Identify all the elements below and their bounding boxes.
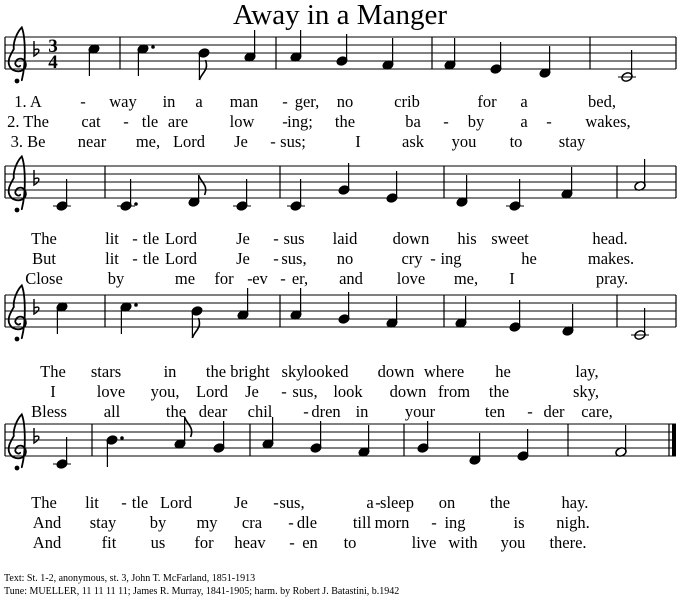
lyric-syllable: down xyxy=(377,362,415,381)
verse-line xyxy=(14,92,616,111)
note xyxy=(455,296,468,329)
lyric-syllable: sky xyxy=(281,362,305,381)
lyric-syllable: and xyxy=(339,269,363,288)
lyric-syllable: er, xyxy=(291,269,309,288)
lyric-syllable: 3. Be xyxy=(10,132,46,151)
lyric-hyphen: - xyxy=(132,229,138,248)
augmentation-dot xyxy=(151,45,155,49)
lyric-syllable: stay xyxy=(89,513,117,532)
lyric-hyphen: - xyxy=(123,112,129,131)
lyric-syllable: wakes, xyxy=(585,112,631,131)
note xyxy=(417,421,430,454)
note xyxy=(490,42,503,75)
lyric-hyphen: - xyxy=(375,493,381,512)
lyric-hyphen: - xyxy=(80,92,86,111)
note xyxy=(338,292,351,325)
note xyxy=(506,179,524,212)
note xyxy=(615,425,628,458)
lyric-syllable: looked xyxy=(303,362,349,381)
lyric-syllable: your xyxy=(404,402,436,421)
lyric-syllable: Lord xyxy=(195,382,229,401)
verse-line xyxy=(25,269,628,288)
eighth-flag xyxy=(192,318,199,338)
lyric-hyphen: - xyxy=(273,493,279,512)
lyric-syllable: me, xyxy=(453,269,479,288)
verse-line xyxy=(31,229,627,248)
note xyxy=(618,50,636,83)
lyric-syllable: dear xyxy=(198,402,228,421)
lyric-syllable: sweet xyxy=(491,229,529,248)
lyric-syllable: Lord xyxy=(159,493,193,512)
music-system xyxy=(5,285,676,421)
lyric-syllable: lit xyxy=(105,249,119,268)
note xyxy=(310,421,323,454)
treble-clef xyxy=(9,414,26,467)
note xyxy=(213,421,226,454)
lyric-syllable: near xyxy=(77,132,107,151)
music-system xyxy=(5,27,676,151)
lyric-syllable: is xyxy=(513,513,525,532)
lyric-syllable: you xyxy=(500,533,526,552)
note xyxy=(562,304,575,337)
lyric-syllable: stay xyxy=(558,132,586,151)
note xyxy=(191,305,204,338)
lyric-syllable: in xyxy=(163,362,177,381)
treble-clef xyxy=(9,27,26,80)
lyric-syllable: Bless xyxy=(31,402,67,421)
hymn-title: Away in a Manger xyxy=(233,0,447,31)
lyric-syllable: ev xyxy=(252,269,268,288)
note xyxy=(262,417,275,450)
lyric-syllable: Je xyxy=(234,132,248,151)
lyric-syllable: no xyxy=(336,249,354,268)
lyric-syllable: the xyxy=(205,362,227,381)
note xyxy=(509,300,522,333)
lyric-syllable: tle xyxy=(142,229,160,248)
lyric-syllable: are xyxy=(167,112,189,131)
treble-clef-tail xyxy=(15,466,20,471)
note xyxy=(137,43,155,76)
treble-clef-tail xyxy=(15,337,20,342)
eighth-flag xyxy=(199,175,206,195)
lyric-syllable: tle xyxy=(142,249,160,268)
lyric-syllable: from xyxy=(437,382,471,401)
lyric-hyphen: - xyxy=(121,493,127,512)
verse-line xyxy=(40,362,598,381)
lyric-syllable: cry xyxy=(401,249,423,268)
lyric-syllable: en xyxy=(302,533,318,552)
note xyxy=(198,47,211,80)
lyric-syllable: I xyxy=(50,382,56,401)
lyric-syllable: by xyxy=(149,513,167,532)
lyric-syllable: man xyxy=(229,92,259,111)
lyric-hyphen: - xyxy=(282,92,288,111)
lyric-syllable: crib xyxy=(394,92,420,111)
lyric-syllable: fit xyxy=(101,533,117,552)
note xyxy=(290,288,303,321)
note xyxy=(244,30,257,63)
lyric-hyphen: - xyxy=(527,402,533,421)
lyric-syllable: on xyxy=(438,493,456,512)
lyric-syllable: there. xyxy=(549,533,587,552)
lyric-syllable: lit xyxy=(105,229,119,248)
lyric-syllable: The xyxy=(40,362,66,381)
lyric-syllable: my xyxy=(196,513,218,532)
lyric-syllable: ger, xyxy=(294,92,320,111)
lyric-syllable: dren xyxy=(311,402,341,421)
lyric-syllable: lay, xyxy=(575,362,599,381)
lyric-syllable: me, xyxy=(135,132,161,151)
lyric-syllable: Je xyxy=(236,249,250,268)
lyric-hyphen: - xyxy=(281,382,287,401)
lyric-syllable: And xyxy=(32,533,62,552)
lyric-syllable: sus xyxy=(283,229,305,248)
time-signature-top: 3 xyxy=(48,36,58,57)
lyric-syllable: you xyxy=(451,132,477,151)
note xyxy=(56,301,69,334)
tune-credit: Tune: MUELLER, 11 11 11 11; James R. Murray, 1841-1905; harm. by Robert J. Batastini, b.1942 xyxy=(4,586,400,597)
lyric-hyphen: - xyxy=(431,513,437,532)
lyric-syllable: down xyxy=(392,229,430,248)
lyric-syllable: in xyxy=(355,402,369,421)
lyric-syllable: stars xyxy=(90,362,122,381)
treble-clef xyxy=(9,156,26,209)
note xyxy=(88,43,101,76)
lyric-syllable: by xyxy=(467,112,485,131)
lyric-syllable: cat xyxy=(81,112,101,131)
lyric-syllable: makes. xyxy=(587,249,635,268)
lyric-syllable: Lord xyxy=(172,132,206,151)
verse-line xyxy=(31,493,588,512)
lyric-syllable: a xyxy=(366,493,374,512)
note xyxy=(634,159,647,192)
note xyxy=(290,30,303,63)
note xyxy=(106,434,124,467)
text-credit: Text: St. 1-2, anonymous, st. 3, John T. McFarland, 1851-1913 xyxy=(4,573,256,584)
lyric-hyphen: - xyxy=(273,229,279,248)
note xyxy=(53,437,71,470)
lyric-syllable: ba xyxy=(405,112,421,131)
note xyxy=(539,46,552,79)
lyric-syllable: Lord xyxy=(164,229,198,248)
lyric-syllable: ing xyxy=(444,513,466,532)
lyric-syllable: bright xyxy=(230,362,270,381)
note xyxy=(120,301,138,334)
note xyxy=(358,425,371,458)
lyric-syllable: sus, xyxy=(292,382,318,401)
verse-line xyxy=(50,382,599,401)
lyric-syllable: morn xyxy=(374,513,410,532)
lyric-syllable: he xyxy=(495,362,511,381)
lyric-syllable: for xyxy=(214,269,234,288)
lyric-syllable: Je xyxy=(234,493,248,512)
lyric-hyphen: - xyxy=(430,249,436,268)
lyric-syllable: his xyxy=(457,229,477,248)
note xyxy=(117,179,138,212)
note xyxy=(386,296,399,329)
lyric-hyphen: - xyxy=(303,402,309,421)
lyric-syllable: care, xyxy=(581,402,613,421)
lyric-syllable: sus, xyxy=(281,249,307,268)
note xyxy=(444,38,457,71)
final-barline-thick xyxy=(672,424,676,456)
lyric-syllable: ing; xyxy=(287,112,313,131)
lyric-hyphen: - xyxy=(288,513,294,532)
lyric-syllable: in xyxy=(162,92,176,111)
eighth-flag xyxy=(185,417,192,437)
lyric-syllable: look xyxy=(333,382,363,401)
lyric-syllable: head. xyxy=(592,229,628,248)
music-system xyxy=(5,414,676,552)
lyric-syllable: heav xyxy=(234,533,266,552)
lyric-syllable: sus, xyxy=(279,493,305,512)
note xyxy=(287,179,305,212)
lyric-syllable: hay. xyxy=(561,493,589,512)
lyric-syllable: love xyxy=(96,382,126,401)
augmentation-dot xyxy=(120,436,124,440)
note xyxy=(456,175,469,208)
lyric-syllable: ten xyxy=(484,402,506,421)
lyric-syllable: down xyxy=(389,382,427,401)
lyric-syllable: chil xyxy=(247,402,273,421)
lyric-syllable: you, xyxy=(150,382,180,401)
verse-line xyxy=(32,249,634,268)
lyric-hyphen: - xyxy=(289,533,295,552)
lyric-syllable: 2. The xyxy=(7,112,49,131)
eighth-flag xyxy=(199,60,206,80)
flat-sign xyxy=(34,170,39,185)
lyric-hyphen: - xyxy=(270,132,276,151)
flat-sign xyxy=(34,299,39,314)
lyric-syllable: to xyxy=(509,132,523,151)
lyric-syllable: to xyxy=(343,533,357,552)
verse-line xyxy=(11,132,586,151)
lyric-syllable: pray. xyxy=(595,269,629,288)
note xyxy=(336,34,349,67)
note xyxy=(53,179,71,212)
lyric-syllable: 1. A xyxy=(14,92,42,111)
lyric-syllable: the xyxy=(165,402,187,421)
lyric-syllable: live xyxy=(411,533,437,552)
lyric-syllable: Je xyxy=(236,229,250,248)
treble-clef-tail xyxy=(15,79,20,84)
lyric-syllable: where xyxy=(423,362,465,381)
treble-clef-tail xyxy=(15,208,20,213)
lyric-syllable: dle xyxy=(296,513,318,532)
note xyxy=(382,38,395,71)
augmentation-dot xyxy=(134,303,138,307)
lyric-syllable: cra xyxy=(241,513,263,532)
note xyxy=(631,308,649,341)
lyric-hyphen: - xyxy=(247,269,253,288)
lyric-syllable: The xyxy=(31,229,57,248)
lyric-syllable: And xyxy=(32,513,62,532)
lyric-syllable: But xyxy=(32,249,56,268)
lyric-syllable: the xyxy=(489,493,511,512)
verse-line xyxy=(33,513,590,532)
flat-sign xyxy=(34,428,39,443)
lyric-hyphen: - xyxy=(132,249,138,268)
lyric-syllable: sus; xyxy=(280,132,306,151)
verse-line xyxy=(31,402,613,421)
lyric-syllable: Je xyxy=(245,382,259,401)
lyric-syllable: nigh. xyxy=(556,513,590,532)
note xyxy=(174,417,192,450)
lyric-syllable: Lord xyxy=(164,249,198,268)
note xyxy=(237,288,250,321)
lyric-syllable: he xyxy=(521,249,537,268)
lyric-syllable: way xyxy=(109,92,137,111)
note xyxy=(469,433,482,466)
lyric-syllable: a xyxy=(520,112,528,131)
lyric-syllable: no xyxy=(336,92,354,111)
credits xyxy=(4,572,399,598)
lyric-syllable: low xyxy=(229,112,255,131)
lyric-syllable: laid xyxy=(332,229,358,248)
note xyxy=(233,179,251,212)
lyric-syllable: I xyxy=(355,132,361,151)
lyric-syllable: till xyxy=(352,513,372,532)
lyric-syllable: lit xyxy=(85,493,99,512)
verse-line xyxy=(7,112,631,131)
music-system xyxy=(5,156,676,288)
note xyxy=(561,167,574,200)
verse-line xyxy=(33,533,587,552)
lyric-hyphen: - xyxy=(443,112,449,131)
lyric-syllable: us xyxy=(150,533,166,552)
lyric-syllable: the xyxy=(334,112,356,131)
lyric-syllable: tle xyxy=(131,493,149,512)
lyric-syllable: with xyxy=(448,533,478,552)
lyric-syllable: The xyxy=(31,493,57,512)
lyric-syllable: I xyxy=(509,269,515,288)
lyric-syllable: sleep xyxy=(380,493,414,512)
lyric-syllable: the xyxy=(488,382,510,401)
lyric-syllable: by xyxy=(107,269,125,288)
flat-sign xyxy=(34,41,39,56)
time-signature-bottom: 4 xyxy=(48,52,58,73)
lyric-hyphen: - xyxy=(280,269,286,288)
lyric-syllable: a xyxy=(520,92,528,111)
note xyxy=(188,175,206,208)
treble-clef xyxy=(9,285,26,338)
lyric-syllable: Close xyxy=(25,269,63,288)
lyric-syllable: a xyxy=(195,92,203,111)
note xyxy=(386,171,399,204)
lyric-syllable: tle xyxy=(141,112,159,131)
lyric-syllable: bed, xyxy=(588,92,616,111)
lyric-syllable: ask xyxy=(402,132,424,151)
lyric-syllable: der xyxy=(543,402,565,421)
lyric-syllable: all xyxy=(103,402,121,421)
lyric-hyphen: - xyxy=(273,249,279,268)
lyric-syllable: sky, xyxy=(573,382,599,401)
lyric-syllable: love xyxy=(396,269,426,288)
note xyxy=(338,163,351,196)
lyric-syllable: for xyxy=(477,92,497,111)
note xyxy=(517,429,530,462)
lyric-syllable: ing xyxy=(440,249,462,268)
lyric-syllable: for xyxy=(194,533,214,552)
time-signature xyxy=(48,36,58,73)
lyric-syllable: me xyxy=(174,269,196,288)
augmentation-dot xyxy=(134,202,138,206)
lyric-hyphen: - xyxy=(282,112,288,131)
lyric-hyphen: - xyxy=(546,112,552,131)
